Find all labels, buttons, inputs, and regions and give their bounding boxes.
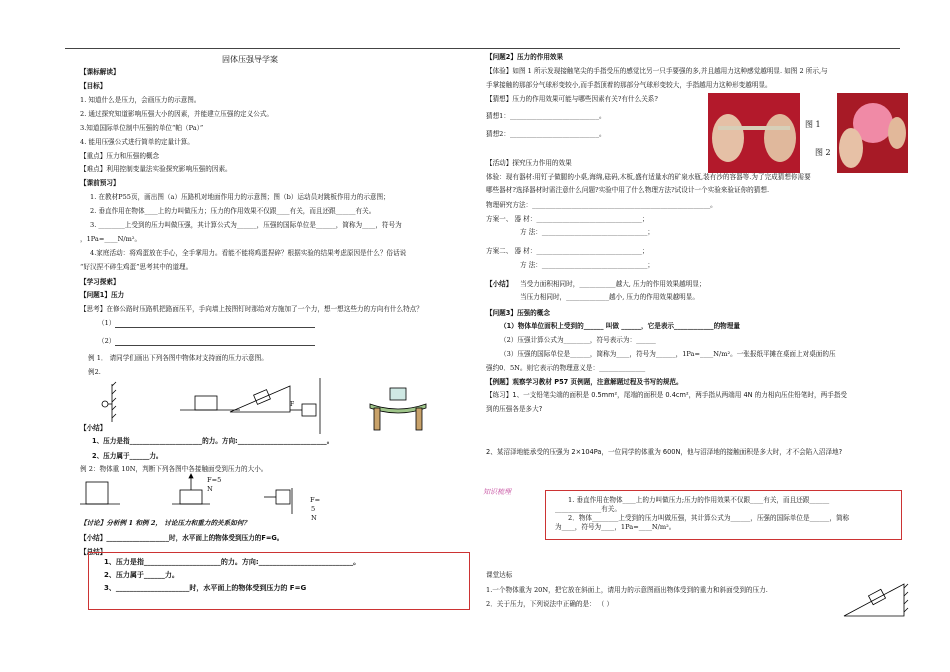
knowledge-3: 2．物体________上受到的压力叫做压强，其计算公式为______，压强的国际单位是______，简称 [568, 514, 850, 522]
experience-1: 【体验】如图 1 所示发现接触笔尖的手指受压的感觉比另一只手要强的多,并且越用力这种感觉越明显. 如图 2 所示,与 [486, 67, 828, 75]
preview-3: 3. ________上受到的压力叫做压强，其计算公式为______，压强的国际单位是______，简称为____，符号为 [90, 221, 402, 229]
incline-figure [842, 580, 906, 620]
example-2-label: 例2. [88, 368, 101, 376]
practice-2: 2、某沼泽地能承受的压强为 2×104Pa，一位同学的体重为 600N，他与沼泽地的接触面积是多大时，才不会陷入沼泽地? [486, 448, 843, 456]
materials-2: 哪些器材?选择器材时需注意什么问题?实验中用了什么物理方法?试设计一个实验来验证你的猜想. [486, 186, 770, 194]
small-summary-1: 当受力面积相同时，___________越大, 压力的作用效果越明显； [520, 280, 706, 288]
summary-1: 1、压力是指______________________的力。方向:___________________________。 [92, 437, 334, 445]
top-rule [65, 48, 900, 49]
practice-1-cont: 到的压强各是多大? [486, 405, 543, 413]
section-standards: 【课标解读】 [80, 68, 120, 76]
plan-2-method: 方 法：________________________________； [520, 261, 654, 269]
knowledge-1: 1. 垂直作用在物体____上的力叫做压力;压力的作用效果不仅跟____有关，而且还跟______ [568, 496, 830, 504]
think-prompt: 【思考】在修公路时压路机把路面压平，手向墙上按图钉时那给对方施加了一个力，想一想这些力的方向有什么特点？ [80, 305, 423, 313]
plan-1-materials: 方案一、 器 材：________________________________； [486, 215, 649, 223]
study-heading: 【学习探索】 [80, 278, 120, 286]
summary-heading: 【小结】 [80, 424, 107, 432]
force-label-b2: 5 [311, 505, 316, 513]
guess-1: 猜想1：___________________________。 [486, 112, 606, 120]
force-label-b1: F= [310, 496, 321, 504]
question-1-heading: 【问题1】压力 [80, 291, 125, 299]
force-label-a2: N [207, 485, 213, 493]
conclusion-heading: 【总结】 [80, 548, 107, 556]
knowledge-2: ______________有关。 [555, 505, 621, 513]
preview-4-cont: “好汉捏不碎生鸡蛋”思考其中的道理。 [80, 263, 193, 271]
example-1-figures [90, 378, 470, 438]
question-3a: （1）物体单位面积上受到的______ 叫做 ______，它是表示____________的物理量 [500, 322, 740, 330]
knowledge-heading: 知识梳理 [483, 488, 511, 496]
goal-1: 1. 知道什么是压力，会画压力的示意图。 [80, 96, 201, 104]
question-3c: （3）压强的国际单位是______，简称为____，符号为______，1Pa=____N/m²。一张报纸平摊在桌面上对桌面的压 [500, 350, 836, 358]
conclusion-3: 3、_____________________时，水平面上的物体受到压力的 F=G [104, 584, 307, 592]
class-goals-heading: 课堂达标 [486, 571, 513, 579]
practice-1: 【练习】1、一支铅笔尖端的面积是 0.5mm²，尾端的面积是 0.4cm²，两手指从两端用 4N 的力相向压住铅笔时，两手指受 [486, 391, 847, 399]
class-goal-1: 1.一个物体重为 20N，把它放在斜面上，请用力的示意图画出物体受到的重力和斜面受到的压力. [486, 586, 768, 594]
block-on-incline-figure [230, 386, 290, 412]
discussion: 【讨论】分析例 1 和例 2， 讨论压力和重力的关系如何？ [80, 519, 251, 527]
preview-heading: 【课前预习】 [80, 179, 120, 187]
block-pressed-on-wall-figure [290, 378, 320, 434]
small-summary-2: 当压力相同时，_____________越小, 压力的作用效果越明显。 [520, 293, 699, 301]
blank-line-2: （2） [98, 337, 116, 345]
goal-2: 2. 通过探究知道影响压强大小的因素，并能建立压强的定义公式。 [80, 110, 274, 118]
example-3: 例 2：物体重 10N，判断下列各图中各接触面受到压力的大小。 [80, 465, 268, 473]
knowledge-4: 为____，符号为____，1Pa=____N/m²。 [555, 523, 676, 531]
section-goals: 【目标】 [80, 82, 107, 90]
conclusion-1: 1、压力是指______________________的力。方向:___________________________。 [104, 558, 361, 566]
preview-4: 4.家庭活动：将鸡蛋放在手心，全手掌用力。看能不能将鸡蛋捏碎？根据实验的结果考虑原因是什么？俗话说 [90, 249, 407, 257]
small-summary-heading: 【小结】 [486, 280, 513, 288]
figure-1-label: 图 1 [805, 120, 821, 129]
difficulty: 【难点】利用控制变量法实验探究影响压强的因素。 [80, 165, 232, 173]
preview-2: 2. 垂直作用在物体____上的力叫做压力；压力的作用效果不仅跟____有关，而且还跟______有关。 [90, 207, 376, 215]
goal-3: 3.知道国际单位制中压强的单位“帕（Pa）” [80, 124, 204, 132]
example-problem: 【例题】观察学习教材 P57 页例题，注意解题过程及书写的规范。 [486, 378, 683, 386]
plan-1-method: 方 法：________________________________； [520, 228, 654, 236]
blank-line-1: （1） [98, 319, 116, 327]
question-3d: 强约0．5N。则它表示的物理意义是：______________ [486, 364, 646, 372]
preview-1: 1. 在教材P55页，画出图（a）压路机对地面作用力的示意图；图（b）运动员对跳板作用力的示意图； [90, 193, 390, 201]
force-label-a1: F=5 [207, 476, 222, 484]
question-3b: （2）压强计算公式为________，符号表示为：______ [500, 336, 656, 344]
figure-2-label: 图 2 [815, 148, 831, 157]
materials-1: 体验：现有器材:用钉子做腿的小桌,海绵,砝码,木板,盛有适量水的矿泉水瓶,装有沙的容器等.为了完成猜想你需要 [486, 173, 811, 181]
wall-pin-figure [102, 382, 116, 422]
balloon-photo [837, 93, 908, 173]
small-summary: 【小结】___________________时，水平面上的物体受到压力的F=G。 [80, 534, 284, 542]
cup-on-board-figure [370, 388, 426, 430]
conclusion-2: 2、压力属于______力。 [104, 571, 179, 579]
plan-2-materials: 方案二、 器 材：________________________________； [486, 247, 649, 255]
page-title: 固体压强导学案 [222, 55, 278, 64]
example-1: 例 1． 请同学们画出下列各图中物体对支持面的压力示意图。 [88, 354, 268, 362]
pencil-photo [708, 93, 800, 173]
guess-prompt: 【猜想】压力的作用效果可能与哪些因素有关?有什么关系? [486, 95, 658, 103]
answer-line-1[interactable] [115, 327, 315, 328]
block-on-floor-figure [180, 396, 240, 410]
box-pulled-up [172, 474, 210, 504]
method-line: 物理研究方法：______________________________________________________。 [486, 201, 717, 209]
experience-2: 手掌接触的那部分气球形变较小,而手指顶着的那部分气球形变较大，手指越用力这种形变越明显。 [486, 81, 772, 89]
question-2-heading: 【问题2】压力的作用效果 [486, 53, 564, 61]
force-label-b3: N [311, 514, 317, 522]
summary-2: 2、压力属于______力。 [92, 452, 163, 460]
answer-line-2[interactable] [115, 345, 315, 346]
goal-4: 4. 能用压强公式进行简单的定量计算。 [80, 138, 194, 146]
preview-3-cont: ，1Pa=____N/m²。 [80, 235, 142, 243]
key-point: 【重点】压力和压强的概念 [80, 152, 160, 160]
class-goal-2: 2．关于压力，下列说法中正确的是： （ ） [486, 600, 614, 608]
activity-heading: 【活动】探究压力作用的效果 [486, 159, 572, 167]
box-on-floor [80, 482, 120, 504]
question-3-heading: 【问题3】压强的概念 [486, 309, 550, 317]
svg-text:F: F [290, 401, 295, 408]
guess-2: 猜想2：___________________________。 [486, 130, 606, 138]
box-pushed-on-wall [264, 488, 292, 514]
